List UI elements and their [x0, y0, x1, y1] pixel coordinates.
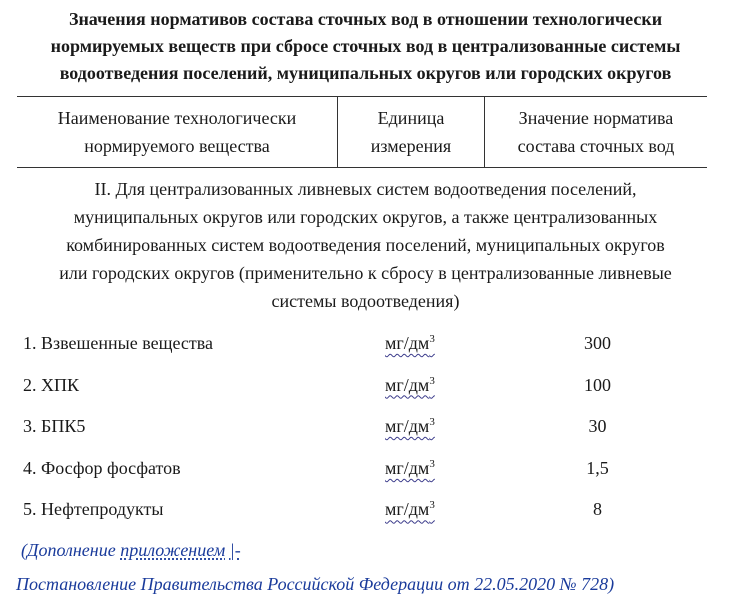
appendix-link[interactable]: приложением — [120, 540, 226, 560]
norm-value: 30 — [588, 416, 607, 437]
substance-name: 1. Взвешенные вещества — [23, 333, 213, 353]
table-row — [0, 493, 731, 535]
amendment-note: (Дополнение приложением |- — [21, 540, 241, 560]
section-line: комбинированных систем водоотведения поселений, муниципальных округов — [66, 235, 665, 255]
document-link[interactable]: |- — [229, 540, 241, 560]
document-title — [0, 6, 731, 87]
unit-link[interactable]: $мг/дм^3$ — [385, 333, 435, 353]
header-substance: Наименование технологически нормируемого вещества — [17, 97, 338, 167]
table-row — [0, 369, 731, 411]
norm-value: 1,5 — [586, 457, 609, 478]
norm-value: 100 — [584, 374, 611, 395]
header-unit: Единица измерения — [338, 97, 485, 167]
amendment-source[interactable]: Постановление Правительства Российской Федерации от 22.05.2020 № 728) — [16, 574, 615, 594]
section-line: муниципальных округов или городских округов, а также централизованных — [73, 207, 658, 227]
section-heading — [0, 175, 731, 315]
table-row — [0, 327, 731, 369]
substance-name: 4. Фосфор фосфатов — [23, 457, 181, 478]
unit-link[interactable]: $мг/дм^3$ — [385, 457, 435, 478]
unit-link[interactable]: $мг/дм^3$ — [385, 416, 435, 437]
section-line: или городских округов (применительно к сбросу в централизованные ливневые — [59, 263, 672, 283]
table-header-bottom-rule — [17, 167, 707, 168]
unit-link[interactable]: $мг/дм^3$ — [385, 374, 435, 395]
title-line-2: нормируемых веществ при сбросе сточных вод в централизованные системы — [50, 36, 681, 56]
title-line-1: Значения нормативов состава сточных вод в отношении технологически — [68, 9, 663, 29]
section-line: системы водоотведения) — [271, 291, 460, 311]
substance-name: 2. ХПК — [23, 374, 80, 395]
table-header — [17, 97, 707, 167]
table-row — [0, 410, 731, 452]
section-line: II. Для централизованных ливневых систем водоотведения поселений, — [94, 179, 637, 199]
norm-value: 300 — [584, 333, 611, 353]
table-body — [0, 327, 731, 535]
substance-name: 3. БПК5 — [23, 416, 86, 437]
substance-name: 5. Нефтепродукты — [23, 499, 164, 520]
header-value: Значение норматива состава сточных вод — [517, 108, 675, 156]
title-line-3: водоотведения поселений, муниципальных округов или городских округов — [59, 63, 672, 83]
table-row — [0, 452, 731, 494]
unit-link[interactable]: $мг/дм^3$ — [385, 499, 435, 520]
norm-value: 8 — [593, 499, 602, 520]
